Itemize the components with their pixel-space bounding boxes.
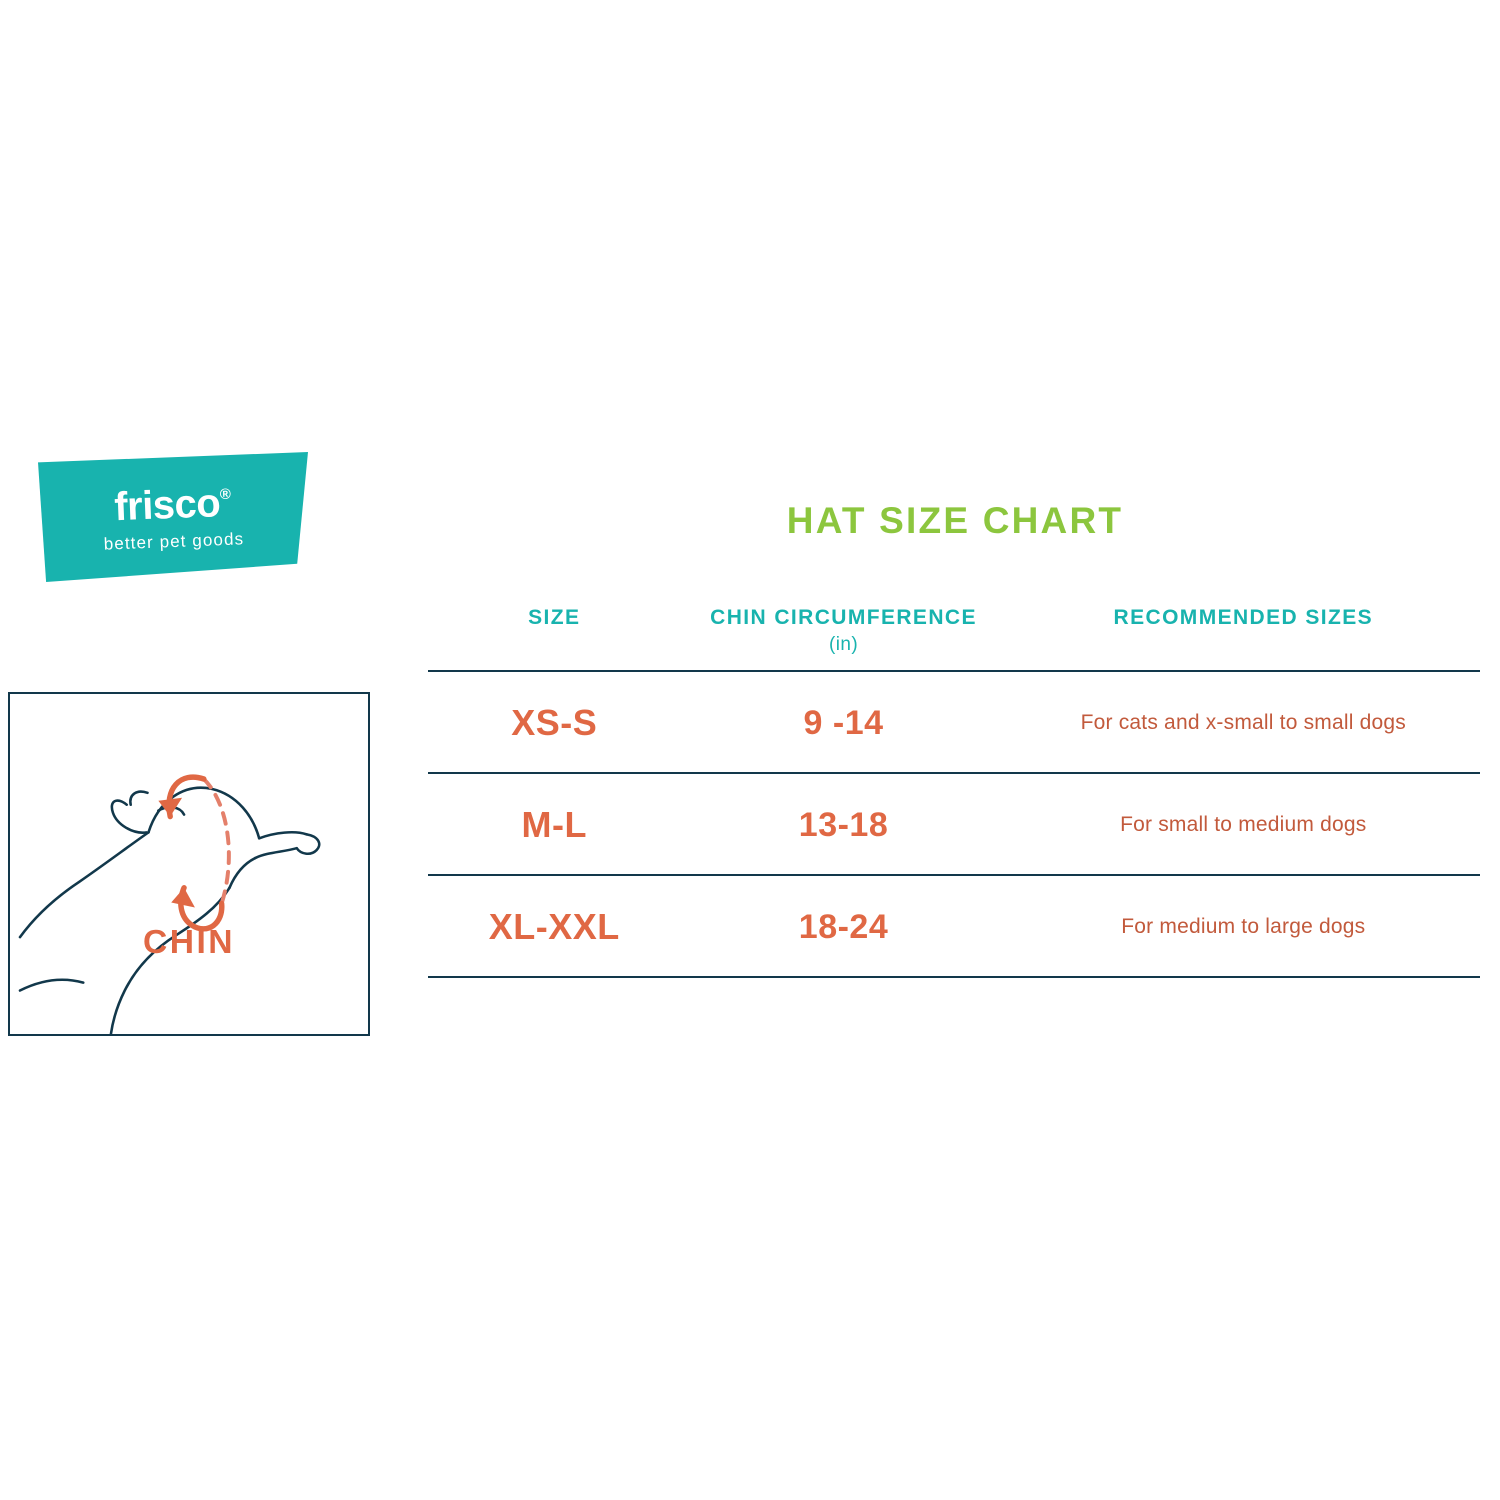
cell-size: M-L: [428, 773, 680, 875]
cell-chin-circumference: 9 -14: [680, 671, 1006, 773]
column-header-chin-circumference: [680, 600, 1006, 671]
cell-recommended: For small to medium dogs: [1007, 773, 1480, 875]
column-header-recommended-sizes-label: RECOMMENDED SIZES: [1113, 606, 1374, 629]
cell-size: XL-XXL: [428, 875, 680, 977]
cell-size: XS-S: [428, 671, 680, 773]
logo-text-wrap: [36, 447, 311, 587]
brand-name-text: frisco: [113, 480, 222, 529]
cell-recommended: For cats and x-small to small dogs: [1007, 671, 1480, 773]
column-header-recommended-sizes: [1007, 600, 1480, 671]
page-title: HAT SIZE CHART: [786, 500, 1124, 541]
table-header-row: [428, 600, 1480, 671]
registered-mark-icon: ®: [219, 485, 231, 504]
column-header-size-label: SIZE: [528, 606, 581, 629]
size-chart-table: [428, 600, 1480, 978]
column-header-chin-circumference-label: CHIN CIRCUMFERENCE: [710, 606, 977, 629]
size-chart-wrapper: [428, 600, 1480, 978]
table-row: [428, 773, 1480, 875]
column-header-size: [428, 600, 680, 671]
brand-name: [113, 480, 232, 529]
illustration-panel: [8, 692, 370, 1036]
column-subtitle-chin-circumference: (in): [829, 634, 859, 655]
dog-head-chin-measure-icon: [10, 694, 368, 1034]
table-row: [428, 875, 1480, 977]
cell-chin-circumference: 13-18: [680, 773, 1006, 875]
brand-tagline: better pet goods: [103, 528, 245, 554]
illustration-measure-label: CHIN: [143, 923, 236, 961]
table-row: [428, 671, 1480, 773]
cell-chin-circumference: 18-24: [680, 875, 1006, 977]
brand-logo: [38, 452, 308, 582]
cell-recommended: For medium to large dogs: [1007, 875, 1480, 977]
